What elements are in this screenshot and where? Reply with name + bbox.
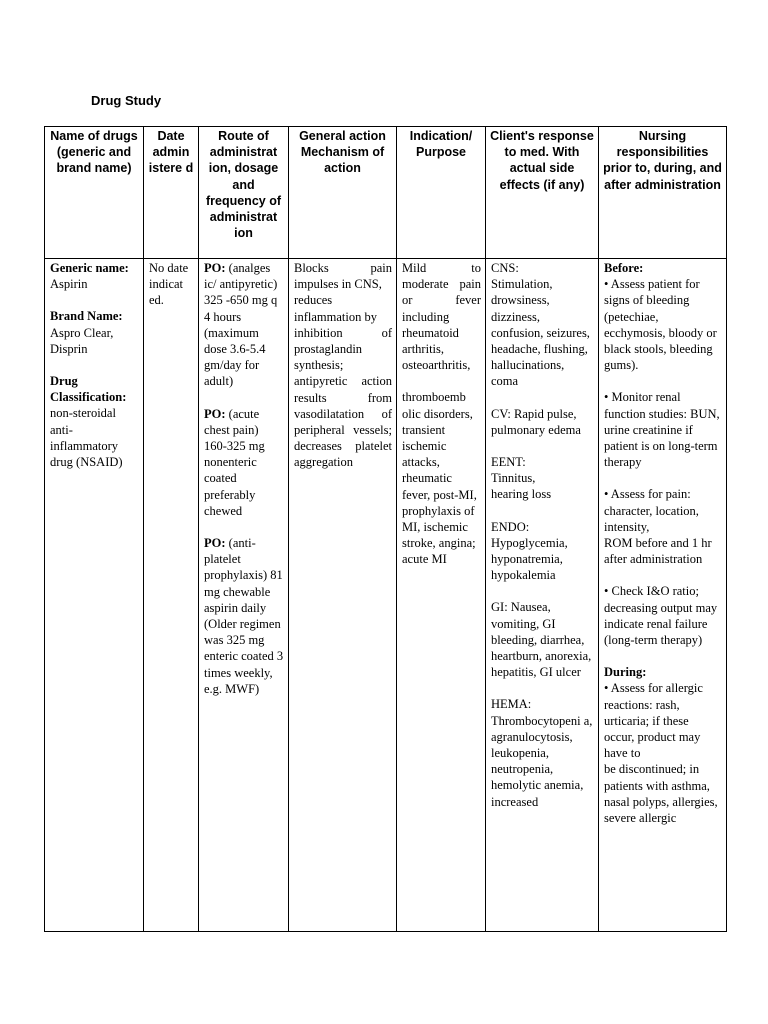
general-action-text: Blocks pain impulses in CNS, reduces inflammation by inhibition of prostaglandin synthesis; antipyretic action results from vasodilatation of peripheral vessels; decreases platelet aggregation <box>294 261 392 470</box>
header-drug-name: Name of drugs (generic and brand name) <box>45 127 144 259</box>
header-row <box>45 127 727 259</box>
header-nursing-responsibilities: Nursing responsibilities prior to, during, and after administration <box>599 127 727 259</box>
drug-study-table <box>44 126 727 932</box>
table-row <box>45 259 727 932</box>
during-item-1: • Assess for allergic reactions: rash, urticaria; if these occur, product may have to be discontinued; in patients with asthma, nasal polyps, allergies, severe allergic <box>604 681 718 826</box>
brand-name-label: Brand Name: <box>50 309 123 324</box>
date-administered-value: No date indicat ed. <box>149 261 189 308</box>
before-item-2: • Monitor renal function studies: BUN, urine creatinine if patient is on long-term therapy <box>604 390 720 470</box>
header-date-administered: Date admin istere d <box>144 127 199 259</box>
generic-name-label: Generic name: <box>50 261 129 275</box>
indication-text-1: Mild to moderate pain or fever including rheumatoid arthritis, osteoarthritis, <box>402 261 481 373</box>
drug-classification-label: Drug Classification: <box>50 374 127 405</box>
route-po-text-1: (analges ic/ antipyretic) 325 -650 mg q 4 hours (maximum dose 3.6-5.4 gm/day for adult) <box>204 261 278 389</box>
response-eent: EENT: Tinnitus, hearing loss <box>491 455 552 502</box>
cell-nursing-responsibilities <box>599 259 727 932</box>
generic-name-value: Aspirin <box>50 277 88 292</box>
route-po-label-1: PO: <box>204 261 226 275</box>
response-gi: GI: Nausea, vomiting, GI bleeding, diarrhea, heartburn, anorexia, hepatitis, GI ulcer <box>491 600 592 680</box>
cell-date-administered <box>144 259 199 932</box>
during-label: During: <box>604 665 647 680</box>
cell-drug-name <box>45 259 144 932</box>
header-client-response: Client's response to med. With actual side effects (if any) <box>486 127 599 259</box>
header-indication: Indication/ Purpose <box>397 127 486 259</box>
cell-client-response <box>486 259 599 932</box>
cell-route-dosage <box>199 259 289 932</box>
before-item-3: • Assess for pain: character, location, intensity, ROM before and 1 hr after administration <box>604 487 712 567</box>
brand-name-value: Aspro Clear, Disprin <box>50 325 114 356</box>
cell-general-action <box>289 259 397 932</box>
cell-indication <box>397 259 486 932</box>
response-cv: CV: Rapid pulse, pulmonary edema <box>491 406 581 437</box>
indication-text-2: thromboemb olic disorders, transient ischemic attacks, rheumatic fever, post-MI, prophylaxis of MI, ischemic stroke, angina; acute MI <box>402 390 477 567</box>
drug-classification-value: non-steroidal anti-inflammatory drug (NSAID) <box>50 406 123 470</box>
response-cns: CNS: Stimulation, drowsiness, dizziness, confusion, seizures, headache, flushing, hallucinations, coma <box>491 261 590 389</box>
response-endo: ENDO: Hypoglycemia, hyponatremia, hypokalemia <box>491 519 568 583</box>
before-item-1: • Assess patient for signs of bleeding (petechiae, ecchymosis, bloody or black stools, bleeding gums). <box>604 277 717 373</box>
document-title: Drug Study <box>91 93 162 108</box>
before-label: Before: <box>604 261 644 275</box>
header-general-action: General action Mechanism of action <box>289 127 397 259</box>
before-item-4: • Check I&O ratio; decreasing output may indicate renal failure (long-term therapy) <box>604 584 718 648</box>
response-hema: HEMA: Thrombocytopeni a, agranulocytosis, leukopenia, neutropenia, hemolytic anemia, increased <box>491 697 593 809</box>
route-po-label-3: PO: <box>204 536 226 551</box>
header-route-dosage: Route of administrat ion, dosage and frequency of administrat ion <box>199 127 289 259</box>
route-po-label-2: PO: <box>204 406 226 421</box>
route-po-text-3: (anti-platelet prophylaxis) 81 mg chewable aspirin daily (Older regimen was 325 mg enteric coated 3 times weekly, e.g. MWF) <box>204 536 284 696</box>
route-po-text-2: (acute chest pain) 160-325 mg nonenteric coated preferably chewed <box>204 406 265 518</box>
